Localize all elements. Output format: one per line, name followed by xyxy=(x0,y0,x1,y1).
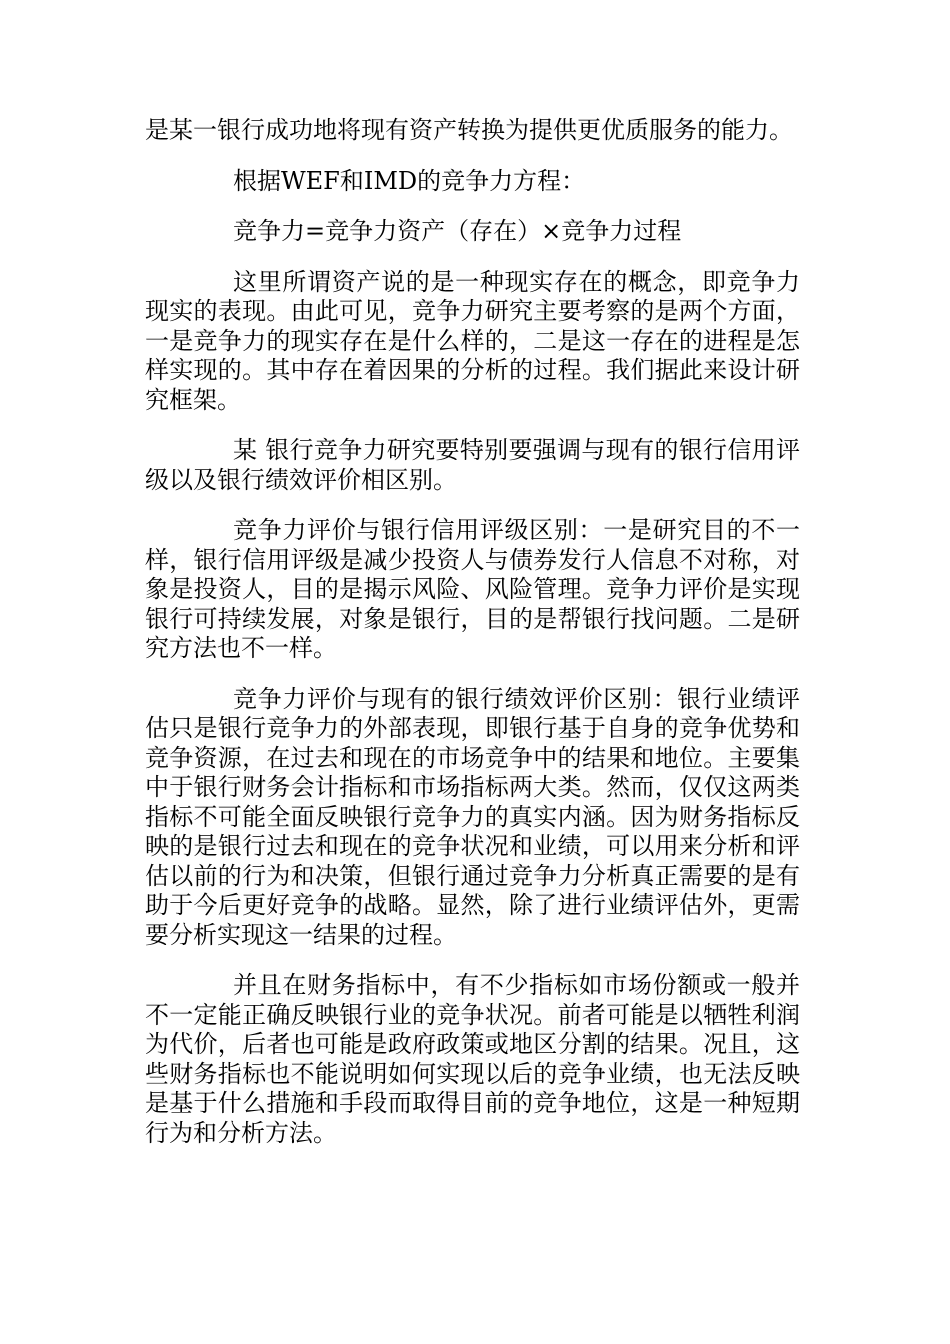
paragraph-continuation: 是某一银行成功地将现有资产转换为提供更优质服务的能力。 xyxy=(145,116,793,144)
paragraph-equation: 竞争力=竞争力资产（存在）×竞争力过程 xyxy=(233,217,682,245)
paragraph-research-distinction: 某 银行竞争力研究要特别要强调与现有的银行信用评级以及银行绩效评价相区别。 xyxy=(145,436,800,494)
paragraph-performance-evaluation-difference: 竞争力评价与现有的银行绩效评价区别：银行业绩评估只是银行竞争力的外部表现，即银行基于自身的竞争优势和竞争资源，在过去和现在的市场竞争中的结果和地位。主要集中于银行财务会计指标和市场指标两大类。然而，仅仅这两类指标不可能全面反映银行竞争力的真实内涵。因为财务指标反映的是银行过去和现在的竞争状况和业绩，可以用来分析和评估以前的行为和决策，但银行通过竞争力分析真正需要的是有助于今后更好竞争的战略。显然，除了进行业绩评估外，更需要分析实现这一结果的过程。 xyxy=(145,684,800,949)
paragraph-asset-concept: 这里所谓资产说的是一种现实存在的概念，即竞争力现实的表现。由此可见，竞争力研究主要考察的是两个方面，一是竞争力的现实存在是什么样的，二是这一存在的进程是怎样实现的。其中存在着因果的分析的过程。我们据此来设计研究框架。 xyxy=(145,267,800,414)
document-body xyxy=(145,116,800,1169)
paragraph-credit-rating-difference: 竞争力评价与银行信用评级区别：一是研究目的不一样，银行信用评级是减少投资人与债券发行人信息不对称，对象是投资人，目的是揭示风险、风险管理。竞争力评价是实现银行可持续发展，对象是银行，目的是帮银行找问题。二是研究方法也不一样。 xyxy=(145,516,800,662)
paragraph-equation-intro: 根据WEF和IMD的竞争力方程： xyxy=(233,166,586,195)
paragraph-financial-indicators: 并且在财务指标中，有不少指标如市场份额或一般并不一定能正确反映银行业的竞争状况。前者可能是以牺牲利润为代价，后者也可能是政府政策或地区分割的结果。况且，这些财务指标也不能说明如何实现以后的竞争业绩，也无法反映是基于什么措施和手段而取得目前的竞争地位，这是一种短期行为和分析方法。 xyxy=(145,971,800,1147)
